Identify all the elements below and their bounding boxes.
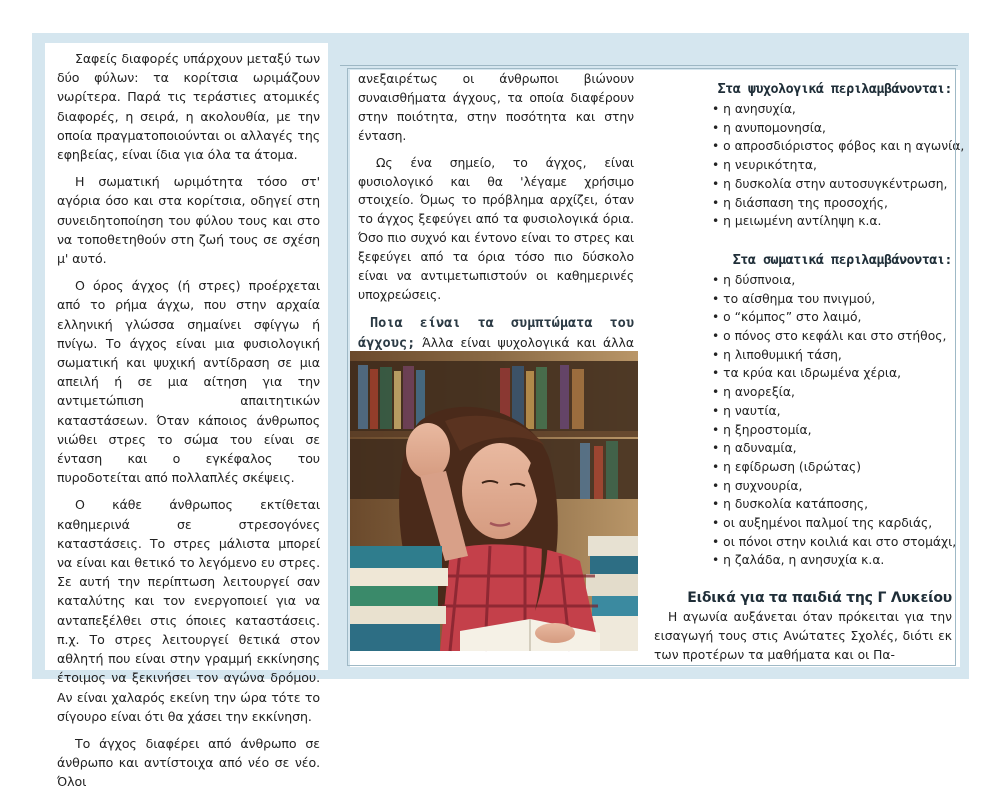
left-paragraph-3: Ο όρος άγχος (ή στρες) προέρχεται από το ρήμα άγχω, που στην αρχαία ελληνική γλώσσα σημαίνει σφίγγω ή πνίγω. Το άγχος είναι μια φυσιολογική σωματική και ψυχική αντίδραση σε μια απειλή ή σε μια αίτηση για την αντιμετώπιση απαιτητικών καταστάσεων. Όταν κάποιος άνθρωπος νιώθει στρες το σώμα του είναι σε ένταση και ο εγκέφαλος του πυροδοτείται από πολλαπλές σκέψεις. (57, 278, 320, 486)
psychological-symptom-item: • η νευρικότητα, (712, 156, 952, 175)
symptoms-question-text: Άλλα είναι ψυχολογικά και άλλα (422, 334, 634, 350)
somatic-symptom-item: • η ζαλάδα, η ανησυχία κ.α. (712, 551, 952, 570)
psychological-symptom-item: • η δυσκολία στην αυτοσυγκέντρωση, (712, 175, 952, 194)
psychological-symptom-item: • η διάσπαση της προσοχής, (712, 194, 952, 213)
somatic-symptom-item: • τα κρύα και ιδρωμένα χέρια, (712, 364, 952, 383)
somatic-symptom-item: • η ξηροστομία, (712, 421, 952, 440)
psychological-symptom-item: • η ανησυχία, (712, 100, 952, 119)
symptoms-question-heading: Ποια είναι τα συμπτώματα του άγχους; (358, 314, 634, 351)
left-paragraph-4: Ο κάθε άνθρωπος εκτίθεται καθημερινά σε στρεσογόνες καταστάσεις. Το στρες μάλιστα μπορεί να είναι και θετικό το λεγόμενο ευ στρες. Σε αυτή την περίπτωση λειτουργεί σαν καταλύτης και τον ενεργοποιεί για να ανταπεξέλθει στις όποιες καταστάσεις. π.χ. Το στρες λειτουργεί θετικά στον αθλητή που είναι στην γραμμή εκκίνησης έτοιμος να ξεκινήσει τον αγώνα δρόμου. Αν είναι χαλαρός εκείνη την ώρα τότε το σίγουρο είναι ότι θα χάσει την εκκίνηση. (57, 497, 320, 724)
somatic-symptom-item: • οι πόνοι στην κοιλιά και στο στομάχι, (712, 533, 952, 552)
left-paragraph-5: Το άγχος διαφέρει από άνθρωπο σε άνθρωπο και αντίστοιχα από νέο σε νέο. Όλοι (57, 735, 320, 790)
somatic-heading: Στα σωματικά περιλαμβάνονται: (732, 252, 952, 268)
somatic-symptom-item: • ο πόνος στο κεφάλι και στο στήθος, (712, 327, 952, 346)
student-photo (350, 351, 638, 651)
somatic-symptom-item: • η εφίδρωση (ιδρώτας) (712, 458, 952, 477)
somatic-symptom-item: • η ανορεξία, (712, 383, 952, 402)
middle-paragraph-2: Ως ένα σημείο, το άγχος, είναι φυσιολογικό και θα 'λέγαμε χρήσιμο στοιχείο. Όμως το πρόβλημα αρχίζει, όταν το άγχος ξεφεύγει από τα φυσιολογικά όρια. Όσο πιο συχνό και έντονο είναι το στρες και ξεφεύγει από τα όρια τόσο πιο δύσκολο είναι να αντιμετωπιστούν οι καθημερινές υποχρεώσεις. (358, 154, 634, 302)
somatic-symptoms-list (654, 271, 957, 570)
students-heading: Ειδικά για τα παιδιά της Γ Λυκείου (687, 590, 952, 607)
psychological-symptom-item: • η ανυπομονησία, (712, 119, 952, 138)
divider-line (340, 65, 958, 66)
psychological-symptoms-list (654, 100, 965, 231)
student-studying-icon (350, 351, 638, 651)
psychological-symptom-item: • ο απροσδιόριστος φόβος και η αγωνία, (712, 137, 952, 156)
somatic-symptom-item: • η συχνουρία, (712, 477, 952, 496)
somatic-symptom-item: • το αίσθημα του πνιγμού, (712, 290, 952, 309)
psychological-heading: Στα ψυχολογικά περιλαμβάνονται: (717, 82, 952, 97)
somatic-symptom-item: • η λιποθυμική τάση, (712, 346, 952, 365)
left-column (45, 43, 328, 790)
left-paragraph-2: Η σωματική ωριμότητα τόσο στ' αγόρια όσο και στα κορίτσια, οδηγεί στη συνειδητοποίηση του φύλου τους και στο να τοποθετηθούν στη ζωή τους σε σχέση μ' αυτό. (57, 174, 320, 267)
somatic-symptom-item: • η δύσπνοια, (712, 271, 952, 290)
left-paragraph-1: Σαφείς διαφορές υπάρχουν μεταξύ των δύο φύλων: τα κορίτσια ωριμάζουν νωρίτερα. Παρά τις τεράστιες ατομικές διαφορές, η σειρά, η ακολουθία, με την οποία πραγματοποιούνται οι αλλαγές της εφηβείας, είναι ίδια για όλα τα άτομα. (57, 51, 320, 163)
psychological-symptom-item: • η μειωμένη αντίληψη κ.α. (712, 212, 952, 231)
somatic-symptom-item: • η ναυτία, (712, 402, 952, 421)
somatic-symptom-item: • ο “κόμπος” στο λαιμό, (712, 308, 952, 327)
somatic-symptom-item: • η δυσκολία κατάποσης, (712, 495, 952, 514)
somatic-symptom-item: • οι αυξημένοι παλμοί της καρδιάς, (712, 514, 952, 533)
somatic-symptom-item: • η αδυναμία, (712, 439, 952, 458)
students-paragraph: Η αγωνία αυξάνεται όταν πρόκειται για την εισαγωγή τους στις Ανώτατες Σχολές, διότι εκ των προτέρων τα μαθήματα και οι Πα- (654, 610, 952, 662)
right-column (640, 70, 965, 667)
middle-paragraph-1: ανεξαιρέτως οι άνθρωποι βιώνουν συναισθήματα άγχους, τα οποία διαφέρουν στην ποιότητα, στην ποσότητα και στην ένταση. (358, 71, 634, 143)
